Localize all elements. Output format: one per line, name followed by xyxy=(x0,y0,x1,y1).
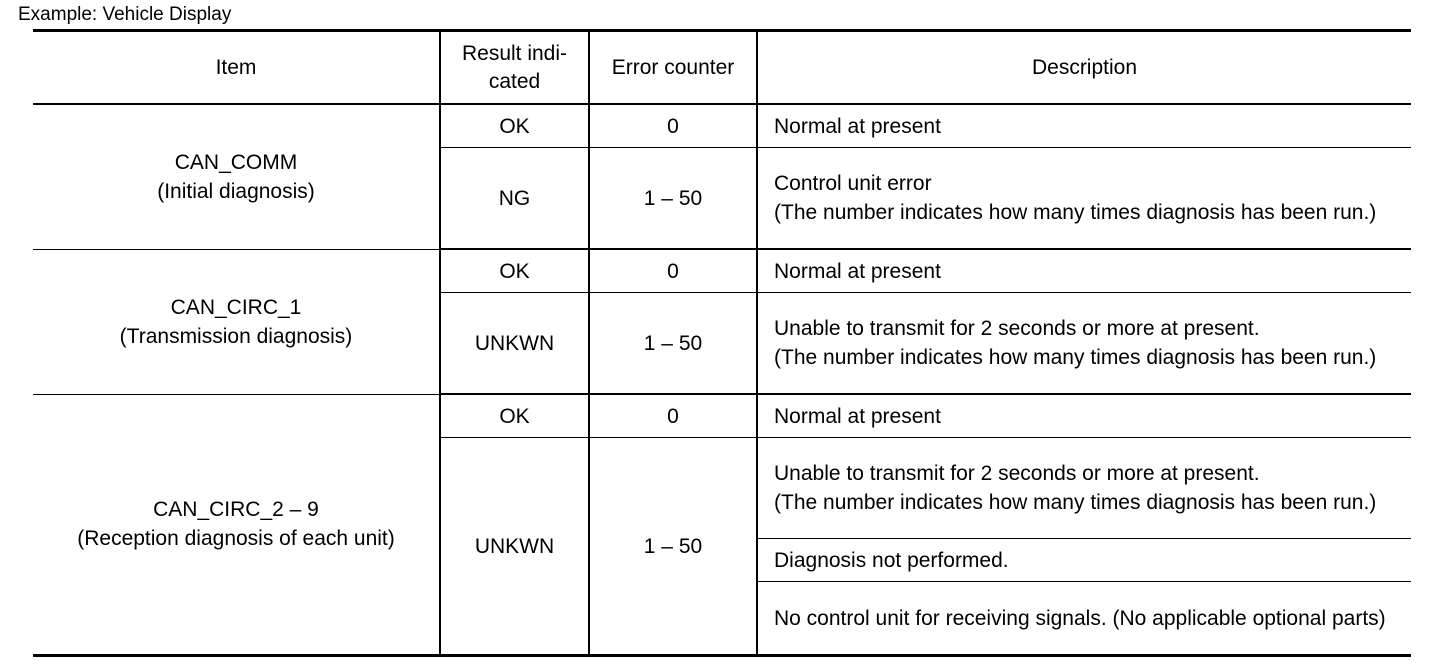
result-cell: UNKWN xyxy=(440,293,589,395)
result-cell: OK xyxy=(440,104,589,148)
error-counter-cell: 1 – 50 xyxy=(589,148,757,250)
table-row xyxy=(33,249,1411,293)
item-name: CAN_CIRC_1 xyxy=(170,295,302,319)
item-cell-can-comm xyxy=(33,104,440,249)
description-line: (The number indicates how many times diagnosis has been run.) xyxy=(774,491,1377,514)
item-subtitle: (Initial diagnosis) xyxy=(157,179,315,203)
description-line: (The number indicates how many times diagnosis has been run.) xyxy=(774,201,1377,224)
description-line: Control unit error xyxy=(774,172,932,195)
description-cell: Diagnosis not performed. xyxy=(757,539,1411,582)
item-name: CAN_COMM xyxy=(174,150,298,174)
table-row xyxy=(33,394,1411,438)
error-counter-cell: 1 – 50 xyxy=(589,293,757,395)
header-result-indicated xyxy=(440,31,589,105)
header-result-line1: Result indi- xyxy=(461,41,568,65)
item-cell-can-circ-1 xyxy=(33,249,440,394)
result-cell: NG xyxy=(440,148,589,250)
header-row xyxy=(33,31,1411,105)
description-line: Unable to transmit for 2 seconds or more at present. xyxy=(774,462,1260,485)
result-cell: OK xyxy=(440,249,589,293)
description-cell xyxy=(757,148,1411,250)
description-cell: No control unit for receiving signals. (No applicable optional parts) xyxy=(757,582,1411,656)
header-item: Item xyxy=(33,31,440,105)
item-cell-can-circ-2-9 xyxy=(33,394,440,656)
description-cell: Normal at present xyxy=(757,394,1411,438)
table-caption: Example: Vehicle Display xyxy=(18,4,232,25)
item-name: CAN_CIRC_2 – 9 xyxy=(153,498,319,522)
error-counter-cell: 1 – 50 xyxy=(589,438,757,656)
result-cell: OK xyxy=(440,394,589,438)
description-cell xyxy=(757,293,1411,395)
header-description: Description xyxy=(757,31,1411,105)
result-cell: UNKWN xyxy=(440,438,589,656)
vehicle-display-table xyxy=(33,29,1411,657)
header-error-counter: Error counter xyxy=(589,31,757,105)
error-counter-cell: 0 xyxy=(589,249,757,293)
error-counter-cell: 0 xyxy=(589,394,757,438)
error-counter-cell: 0 xyxy=(589,104,757,148)
description-cell: Normal at present xyxy=(757,249,1411,293)
header-result-line2: cated xyxy=(488,69,541,93)
description-line: Unable to transmit for 2 seconds or more at present. xyxy=(774,317,1260,340)
item-subtitle: (Transmission diagnosis) xyxy=(119,324,353,348)
description-cell: Normal at present xyxy=(757,104,1411,148)
item-subtitle: (Reception diagnosis of each unit) xyxy=(77,527,395,551)
description-cell xyxy=(757,438,1411,539)
table-row xyxy=(33,104,1411,148)
description-line: (The number indicates how many times diagnosis has been run.) xyxy=(774,346,1377,369)
